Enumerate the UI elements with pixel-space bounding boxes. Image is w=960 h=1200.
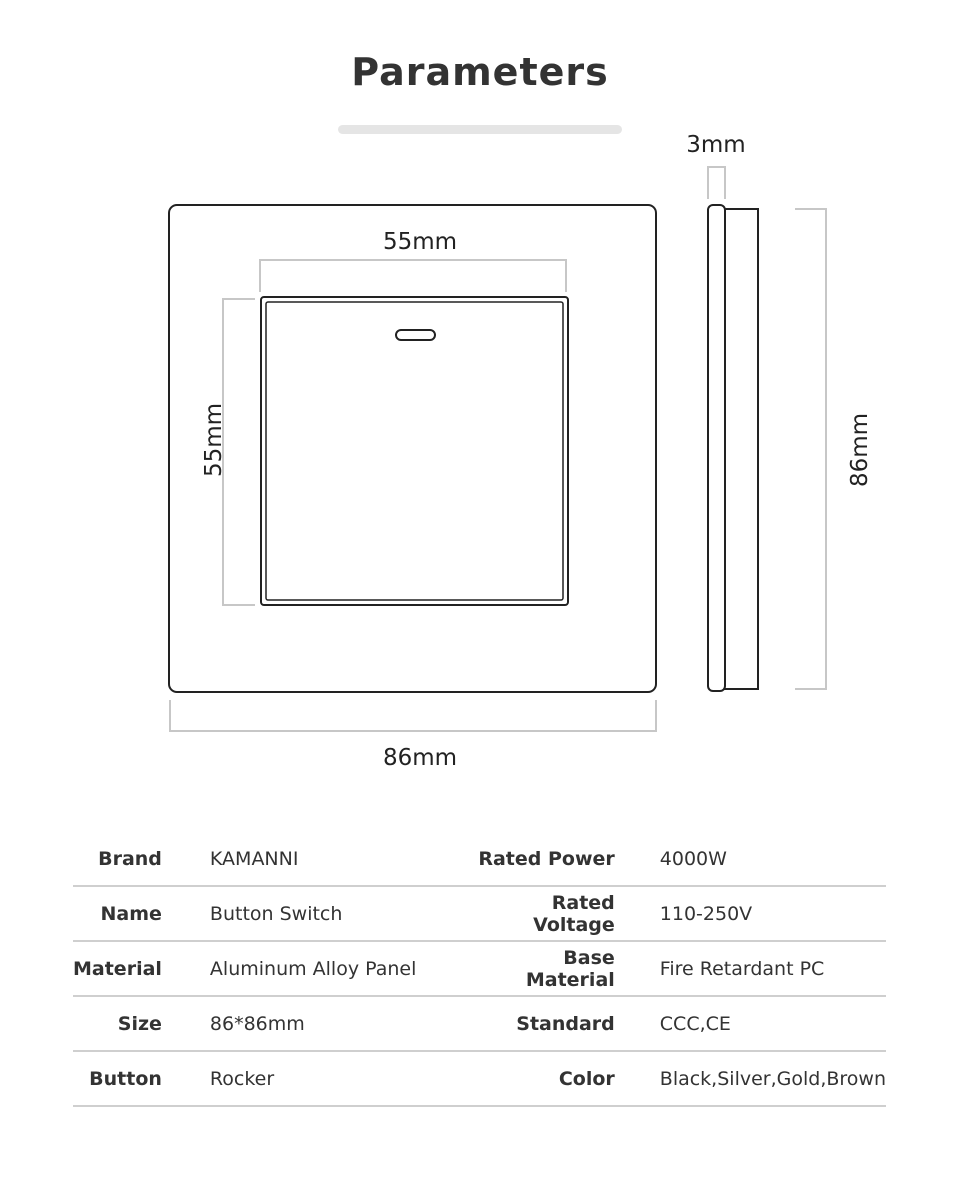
inner-width-label: 55mm (382, 229, 458, 255)
rocker-button-inner (266, 302, 563, 600)
spec-value: 4000W (615, 832, 886, 886)
spec-label: Button (73, 1051, 162, 1106)
spec-value: CCC,CE (615, 996, 886, 1051)
spec-label: Brand (73, 832, 162, 886)
thickness-dimension-line (708, 167, 725, 199)
outer-height-label: 86mm (847, 412, 873, 488)
spec-row (73, 1051, 886, 1106)
spec-value: Button Switch (162, 886, 468, 941)
outer-width-label: 86mm (382, 745, 458, 771)
spec-row (73, 886, 886, 941)
spec-table (73, 832, 886, 1107)
spec-label: Standard (468, 996, 615, 1051)
spec-label: Rated Voltage (468, 886, 615, 941)
outer-width-dimension-line (170, 700, 656, 731)
spec-value: KAMANNI (162, 832, 468, 886)
spec-label: Color (468, 1051, 615, 1106)
spec-value: Rocker (162, 1051, 468, 1106)
indicator-light (396, 330, 435, 340)
inner-height-label: 55mm (201, 402, 227, 478)
spec-row (73, 996, 886, 1051)
thickness-label: 3mm (686, 132, 746, 158)
spec-label: Material (73, 941, 162, 996)
spec-value: Fire Retardant PC (615, 941, 886, 996)
spec-value: 86*86mm (162, 996, 468, 1051)
page-title: Parameters (351, 50, 609, 94)
spec-row (73, 941, 886, 996)
outer-height-dimension-line (795, 209, 826, 689)
spec-label: Name (73, 886, 162, 941)
spec-value: 110-250V (615, 886, 886, 941)
spec-label: Size (73, 996, 162, 1051)
spec-label: Base Material (468, 941, 615, 996)
spec-value: Aluminum Alloy Panel (162, 941, 468, 996)
spec-label: Rated Power (468, 832, 615, 886)
side-view-panel (708, 205, 725, 691)
spec-row (73, 832, 886, 886)
spec-value: Black,Silver,Gold,Brown (615, 1051, 886, 1106)
